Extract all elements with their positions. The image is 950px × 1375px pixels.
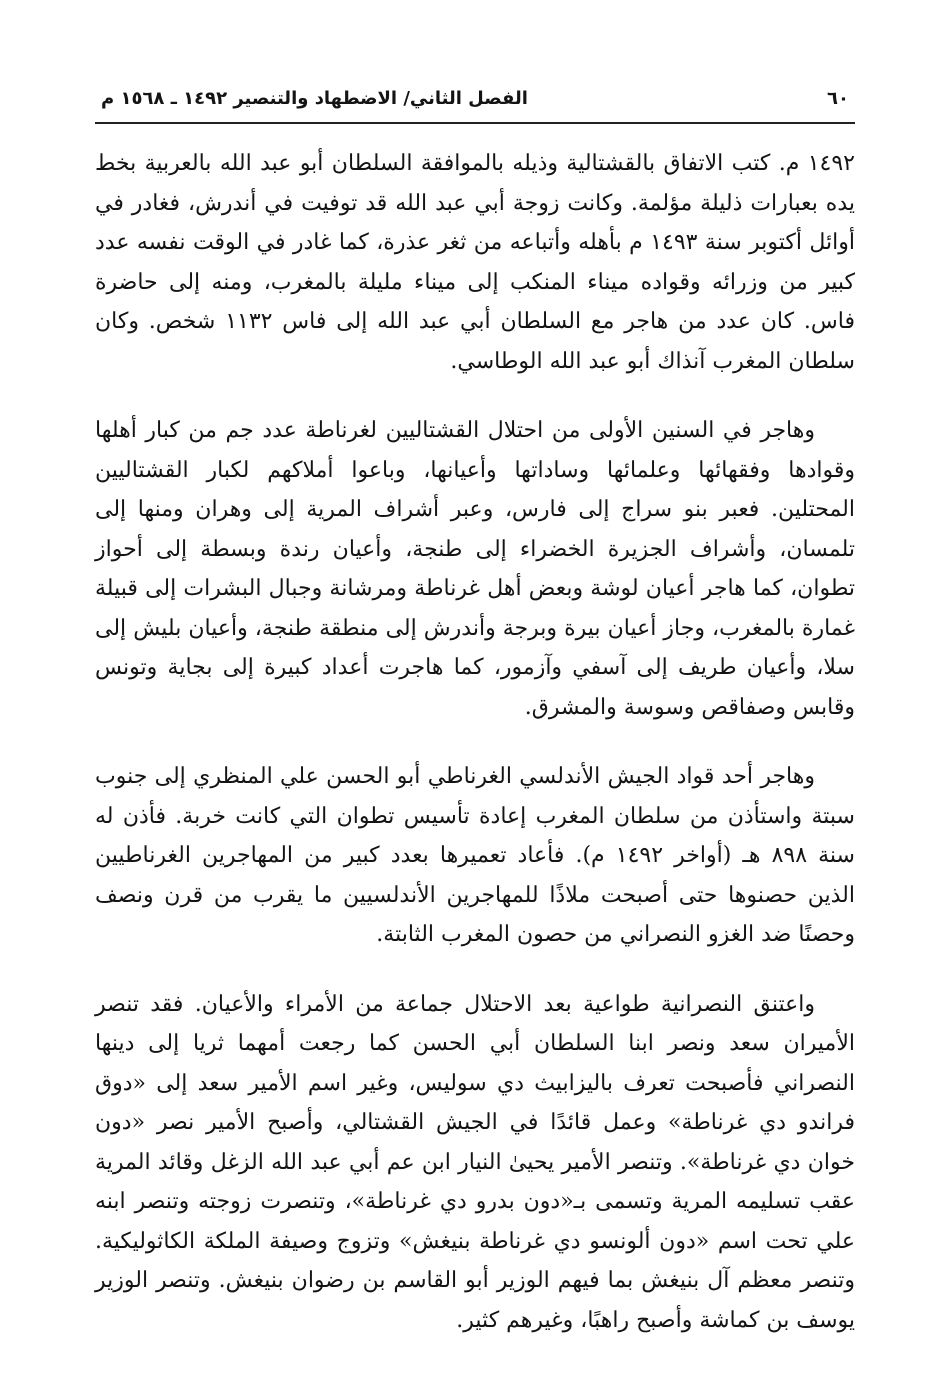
paragraph-4: واعتنق النصرانية طواعية بعد الاحتلال جماعة من الأمراء والأعيان. فقد تنصر الأميران سعد ونصر ابنا السلطان أبي الحسن كما رجعت أمهما ثريا إلى دينها النصراني فأصبحت تعرف باليزابيث دي سوليس، وغير اسم الأمير سعد إلى «دوق فراندو دي غرناطة» وعمل قائدًا في الجيش القشتالي، وأصبح الأمير نصر «دون خوان دي غرناطة». وتنصر الأمير يحيىٰ النيار ابن عم أبي عبد الله الزغل وقائد المرية عقب تسليمه المرية وتسمى بـ«دون بدرو دي غرناطة»، وتنصرت زوجته وتنصر ابنه علي تحت اسم «دون ألونسو دي غرناطة بنيغش» وتزوج وصيفة الملكة الكاثوليكية. وتنصر معظم آل بنيغش بما فيهم الوزير أبو القاسم بن رضوان بنيغش. وتنصر الوزير يوسف بن كماشة وأصبح راهبًا، وغيرهم كثير. <box>95 991 855 1333</box>
page-number: ٦٠ <box>827 88 849 109</box>
book-page <box>95 78 855 1333</box>
paragraph-3: وهاجر أحد قواد الجيش الأندلسي الغرناطي أبو الحسن علي المنظري إلى جنوب سبتة واستأذن من سلطان المغرب إعادة تأسيس تطوان التي كانت خربة. فأذن له سنة ٨٩٨ هـ (أواخر ١٤٩٢ م). فأعاد تعميرها بعدد كبير من المهاجرين الغرناطيين الذين حصنوها حتى أصبحت ملاذًا للمهاجرين الأندلسيين ما يقرب من قرن ونصف وحصنًا ضد الغزو النصراني من حصون المغرب الثابتة. <box>95 764 855 947</box>
paragraph-2: وهاجر في السنين الأولى من احتلال القشتاليين لغرناطة عدد جم من كبار أهلها وقوادها وفقهائها وعلمائها وساداتها وأعيانها، وباعوا أملاكهم لكبار القشتاليين المحتلين. فعبر بنو سراج إلى فارس، وعبر أشراف المرية إلى وهران ومنها إلى تلمسان، وأشراف الجزيرة الخضراء إلى طنجة، وأعيان رندة وبسطة إلى أحواز تطوان، كما هاجر أعيان لوشة وبعض أهل غرناطة ومرشانة وجبال البشرات إلى قبيلة غمارة بالمغرب، وجاز أعيان بيرة وبرجة وأندرش إلى منطقة طنجة، وأعيان بليش إلى سلا، وأعيان طريف إلى آسفي وآزمور، كما هاجرت أعداد كبيرة إلى بجاية وتونس وقابس وصفاقص وسوسة والمشرق. <box>95 418 855 720</box>
paragraph-1: ١٤٩٢ م. كتب الاتفاق بالقشتالية وذيله بالموافقة السلطان أبو عبد الله بالعربية بخط يده بعبارات ذليلة مؤلمة. وكانت زوجة أبي عبد الله قد توفيت في أندرش، فغادر في أوائل أكتوبر سنة ١٤٩٣ م بأهله وأتباعه من ثغر عذرة، كما غادر في الوقت نفسه عدد كبير من وزرائه وقواده ميناء المنكب إلى ميناء مليلة بالمغرب، ومنه إلى حاضرة فاس. كان عدد من هاجر مع السلطان أبي عبد الله إلى فاس ١١٣٢ شخص. وكان سلطان المغرب آنذاك أبو عبد الله الوطاسي. <box>95 151 855 374</box>
header-divider <box>95 122 855 124</box>
page-header <box>95 78 855 118</box>
body-text <box>95 144 855 1370</box>
running-title: الفصل الثاني/ الاضطهاد والتنصير ١٤٩٢ ـ ١٥٦٨ م <box>101 88 528 109</box>
